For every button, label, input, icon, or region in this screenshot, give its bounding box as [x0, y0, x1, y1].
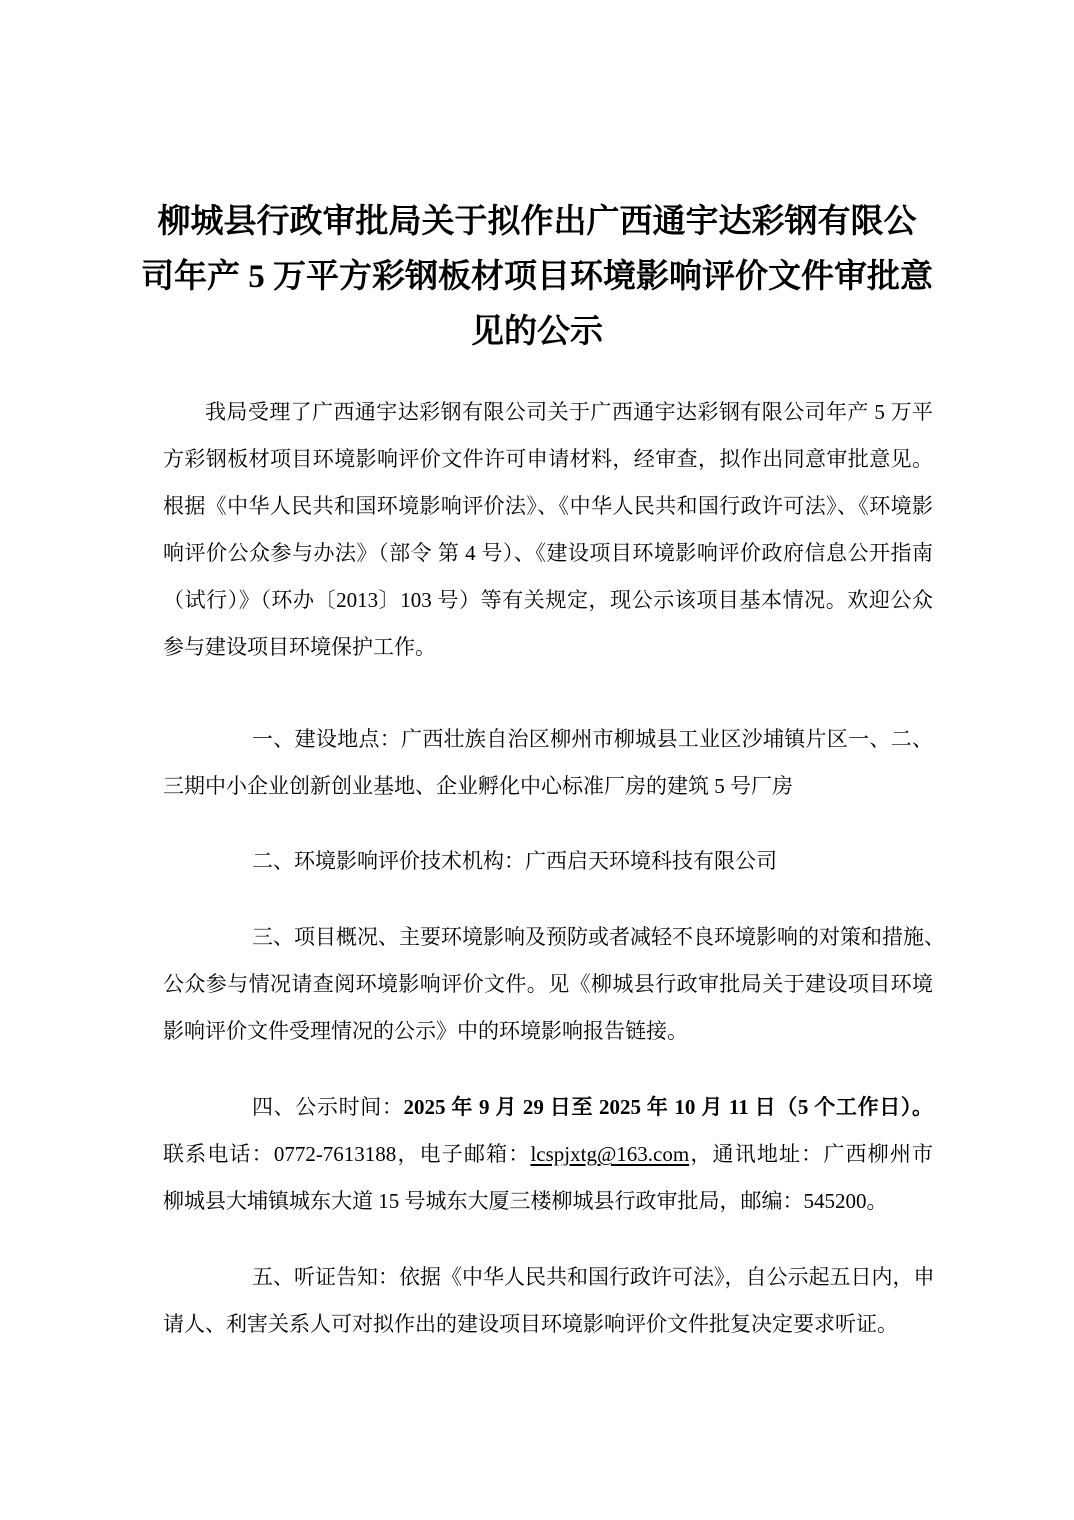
text-segment: （试行）》（环办〔2013〕103 号）等有关规定，现公示该项目基本情况。欢迎公众	[163, 588, 933, 612]
text-segment: 三、项目概况、主要环境影响及预防或者减轻不良环境影响的对策和措施、	[252, 925, 945, 949]
text-line	[163, 436, 933, 483]
text-line	[163, 763, 933, 810]
text-line	[163, 1254, 933, 1301]
text-line	[163, 1084, 933, 1131]
text-line	[163, 838, 933, 885]
text-segment: 2025 年 9 月 29 日至 2025 年 10 月 11 日（5 个工作日）。	[403, 1095, 934, 1119]
text-line	[163, 1131, 933, 1178]
section-eia-agency	[163, 838, 933, 885]
text-segment: 我局受理了广西通宇达彩钢有限公司关于广西通宇达彩钢有限公司年产 5 万平	[205, 400, 933, 424]
text-segment: 司年产 5 万平方彩钢板材项目环境影响评价文件审批意	[141, 259, 933, 295]
email-link[interactable]: lcspjxtg@163.com	[530, 1142, 690, 1166]
text-segment: 影响评价文件受理情况的公示》中的环境影响报告链接。	[163, 1019, 688, 1043]
text-line	[163, 389, 933, 436]
text-line	[0, 305, 1074, 360]
text-line	[163, 914, 945, 961]
text-line	[163, 577, 933, 624]
text-line	[163, 1301, 933, 1348]
section-publicity-period	[163, 1084, 933, 1225]
text-segment: 五、听证告知：依据《中华人民共和国行政许可法》，自公示起五日内，申	[252, 1265, 935, 1289]
text-line	[163, 961, 933, 1008]
text-line	[163, 716, 933, 763]
text-line	[0, 250, 1074, 305]
text-line	[0, 195, 1074, 250]
text-segment: 三期中小企业创新创业基地、企业孵化中心标准厂房的建筑 5 号厂房	[163, 774, 793, 798]
text-segment: 响评价公众参与办法》（部令 第 4 号）、《建设项目环境影响评价政府信息公开指南	[163, 541, 933, 565]
text-segment: 公众参与情况请查阅环境影响评价文件。见《柳城县行政审批局关于建设项目环境	[163, 972, 933, 996]
section-construction-location	[163, 716, 933, 810]
text-line	[163, 624, 933, 671]
paragraph-intro	[163, 389, 933, 671]
text-segment: 柳城县大埔镇城东大道 15 号城东大厦三楼柳城县行政审批局，邮编：545200。	[163, 1189, 888, 1213]
text-segment: 见的公示	[471, 314, 603, 350]
text-segment: 根据《中华人民共和国环境影响评价法》、《中华人民共和国行政许可法》、《环境影	[163, 494, 933, 518]
document-body	[163, 389, 945, 1348]
section-hearing-notice	[163, 1254, 933, 1348]
text-line	[163, 1178, 933, 1225]
text-segment: ，通讯地址：广西柳州市	[689, 1142, 933, 1166]
text-segment: 方彩钢板材项目环境影响评价文件许可申请材料，经审查，拟作出同意审批意见。	[163, 447, 933, 471]
text-segment: 四、公示时间：	[252, 1095, 404, 1119]
text-segment: 一、建设地点：广西壮族自治区柳州市柳城县工业区沙埔镇片区一、二、	[252, 727, 933, 751]
text-segment: 参与建设项目环境保护工作。	[163, 635, 436, 659]
text-segment: 请人、利害关系人可对拟作出的建设项目环境影响评价文件批复决定要求听证。	[163, 1312, 898, 1336]
text-line	[163, 483, 933, 530]
text-line	[163, 1008, 933, 1055]
document-title	[0, 195, 1074, 360]
text-segment: 柳城县行政审批局关于拟作出广西通宇达彩钢有限公	[157, 204, 917, 240]
section-project-overview	[163, 914, 945, 1055]
text-line	[163, 530, 933, 577]
text-segment: 联系电话：0772-7613188，电子邮箱：	[163, 1142, 531, 1166]
text-segment: 二、环境影响评价技术机构：广西启天环境科技有限公司	[252, 849, 777, 873]
